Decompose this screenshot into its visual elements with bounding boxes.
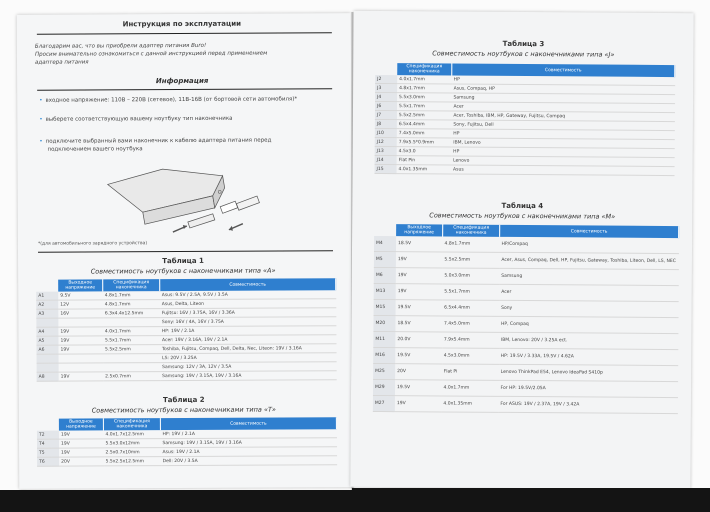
table-cell: 5.5x3.0x12mm <box>103 439 160 448</box>
table-cell: 19V <box>395 396 442 412</box>
table-cell: 5.5x1.7mm <box>442 284 499 300</box>
table3-header-spec: Спецификация наконечника <box>397 63 452 75</box>
row-code: J13 <box>375 146 397 155</box>
table-cell <box>103 354 160 363</box>
table-row <box>375 164 675 175</box>
row-code: J2 <box>375 75 397 84</box>
table-cell: 12V <box>58 300 103 309</box>
laptop-connector-illustration <box>103 164 263 245</box>
row-code: T4 <box>37 439 59 448</box>
row-code <box>37 354 59 363</box>
row-code: M6 <box>374 267 396 283</box>
bottom-dark-band-right <box>352 488 710 512</box>
right-page <box>350 11 693 489</box>
row-code: A3 <box>36 309 58 318</box>
table-cell: 19V <box>59 439 104 448</box>
table-cell: 6.3x4.4x12.5mm <box>103 309 160 318</box>
table-cell: 4.5x3.0mm <box>442 348 499 364</box>
table-cell: Sony: 16V / 4A, 16V / 3.75A <box>160 317 336 327</box>
table-cell: Samsung: 19V / 3.15A, 19V / 3.16A <box>160 371 336 381</box>
bullet-dot: • <box>39 97 43 104</box>
table-cell: Acer, Toshiba, IBM, HP, Gateway, Fujitsu, Compaq <box>451 111 674 122</box>
bullet-voltage <box>39 96 297 105</box>
table-cell: HP <box>451 129 674 140</box>
table-cell: 5.5x2.5mm <box>442 252 499 268</box>
table-cell: 4.8x1.7mm <box>103 291 160 300</box>
table-cell: 5.5x2.5x12.5mm <box>104 457 161 466</box>
table-cell: Acer <box>499 284 678 301</box>
table-cell: 18.5V <box>396 236 443 252</box>
table-cell: 19.5V <box>396 300 443 316</box>
table2-header-code <box>37 419 59 431</box>
row-code: J3 <box>375 83 397 92</box>
row-code: A5 <box>36 336 58 345</box>
bullet-connect <box>39 138 271 154</box>
bullet-dot: • <box>39 138 43 145</box>
table-cell: 19V <box>396 284 443 300</box>
row-code <box>37 363 59 372</box>
table1-header-spec: Спецификация наконечника <box>103 279 160 291</box>
table-cell: 7.4x5.0mm <box>397 129 452 138</box>
table2-header-spec: Спецификация наконечника <box>103 418 160 430</box>
row-code: M15 <box>374 299 396 315</box>
table-cell <box>103 363 160 372</box>
row-code <box>36 318 58 327</box>
table1-header-compat: Совместимость <box>160 278 336 291</box>
table-cell: For ASUS: 19V / 2.37A, 19V / 3.42A <box>498 396 677 413</box>
table-cell: 19V <box>58 327 103 336</box>
table-cell: 2.5x0.7x10mm <box>104 448 161 457</box>
table-cell: 20V <box>395 364 442 380</box>
table-row <box>37 371 337 382</box>
table-cell: 7.4x5.0mm <box>442 316 499 332</box>
row-code: A2 <box>36 300 58 309</box>
table1-header-code <box>36 280 58 292</box>
instruction-title: Инструкция по эксплуатации <box>122 19 242 29</box>
table1-divider <box>38 250 333 253</box>
table-cell: 9.5V <box>58 291 103 300</box>
intro-line-3: адаптера питания <box>34 59 89 66</box>
row-code: A6 <box>36 345 58 354</box>
table-cell: 7.9x5.4mm <box>442 332 499 348</box>
table-cell: Fujitsu: 16V / 3.75A, 16V / 3.36A <box>160 308 336 318</box>
table-cell: 20.0V <box>395 332 442 348</box>
bullet-text: подключите выбранный вами наконечник к кабелю адаптера питания перед <box>45 137 272 145</box>
table2 <box>37 417 337 467</box>
table-cell: Lenovo ThinkPad E54, Lenovo IdeaPad S410p <box>499 364 678 381</box>
intro-line-1: Благодарим вас, что вы приобрели адаптер питания Buro! <box>34 42 207 50</box>
table-row <box>373 395 678 413</box>
table-cell: 2.5x0.7mm <box>103 372 160 381</box>
intro-line-2: Просим внимательно ознакомиться с данной инструкцией перед применением <box>34 50 268 58</box>
table-cell: 4.0x1.7mm <box>397 75 452 84</box>
table-cell: HP: 19V / 2.1A <box>160 429 336 438</box>
table3-subtitle: Совместимость ноутбуков с наконечниками типа «J» <box>432 49 615 59</box>
table-row <box>37 456 337 467</box>
table-cell: 6.5x4.4mm <box>442 300 499 316</box>
table-cell: HP <box>452 76 675 86</box>
table2-header-voltage: Выходное напряжение <box>59 418 104 430</box>
row-code: J7 <box>375 110 397 119</box>
row-code: M4 <box>374 236 396 252</box>
row-code: A4 <box>36 327 58 336</box>
row-code: T6 <box>37 457 59 466</box>
row-code: T5 <box>37 448 59 457</box>
table3-body <box>375 75 675 176</box>
table-cell: 7.9x5.5*0.9mm <box>397 138 452 147</box>
table-cell: HP: 19.5V / 3.33A, 19.5V / 4.62A <box>499 348 678 365</box>
table-cell: Asus <box>451 165 674 176</box>
table-cell: HP <box>451 147 674 158</box>
info-divider <box>37 88 332 91</box>
table4-header-code <box>374 224 396 236</box>
table-cell: Dell: 20V / 3.5A <box>161 456 337 466</box>
table-cell: 19V <box>396 268 443 284</box>
table-cell: 4.0x1.7x12.5mm <box>103 430 160 439</box>
table-cell: 4.0x1.35mm <box>441 396 498 412</box>
table-cell: 6.5x4.4mm <box>397 120 452 129</box>
table-cell: 19V <box>58 336 103 345</box>
table-cell: IBM, Lenovo: 20V / 3.25A ect. <box>499 332 678 349</box>
table3-header-code <box>375 63 397 75</box>
row-code: J4 <box>375 92 397 101</box>
bullet-tip <box>39 116 232 125</box>
table-cell <box>103 318 160 327</box>
row-code: M29 <box>373 379 395 395</box>
row-code: J15 <box>375 164 397 173</box>
table-cell: HP: 19V / 2.1A <box>160 326 336 336</box>
table1-subtitle: Совместимость ноутбуков с наконечниками типа «А» <box>90 266 276 276</box>
row-code: M27 <box>373 395 395 411</box>
bullet-text: выберете соответствующую вашему ноутбуку тип наконечника <box>45 115 233 123</box>
car-note: *(для автомобильного зарядного устройства) <box>37 241 148 247</box>
table-cell: 19V <box>396 252 443 268</box>
row-code: T2 <box>37 431 59 440</box>
table-cell: 19V <box>59 430 104 439</box>
table-cell: 5.0x3.0mm <box>442 268 499 284</box>
table-cell: Samsung: 12V / 3A, 12V / 3.5A <box>160 362 336 372</box>
table4-header-compat: Совместимость <box>500 225 679 238</box>
table3 <box>375 63 676 176</box>
table-cell: 4.0x1.35mm <box>397 165 452 174</box>
row-code: M13 <box>374 283 396 299</box>
table-cell <box>58 318 103 327</box>
table2-header-compat: Совместимость <box>160 417 336 430</box>
table-cell: 16V <box>58 309 103 318</box>
row-code: J14 <box>375 155 397 164</box>
row-code: A8 <box>37 372 59 381</box>
table-cell: LS: 20V / 3.25A <box>160 353 336 363</box>
table-cell: Acer <box>451 102 674 113</box>
row-code: J6 <box>375 101 397 110</box>
table-cell: Acer, Asus, Compaq, Dell, HP, Fujitsu, Gateway, Toshiba, Liteon, Dell, LS, NEC <box>499 252 678 269</box>
table-cell: HP/Compaq <box>499 237 678 254</box>
table4-header-voltage: Выходное напряжение <box>396 224 443 236</box>
table1-body <box>36 290 336 381</box>
table-cell: 5.5x1.7mm <box>397 102 452 111</box>
row-code: J12 <box>375 137 397 146</box>
table-cell: 19.5V <box>395 380 442 396</box>
table4-body <box>373 236 679 414</box>
table-cell: 5.5x2.5mm <box>397 111 452 120</box>
table-cell <box>59 363 104 372</box>
row-code: M16 <box>373 347 395 363</box>
table-cell: 4.5x3.0 <box>397 147 452 156</box>
table-cell: Samsung <box>499 268 678 285</box>
table-cell: Samsung <box>452 93 675 104</box>
table-cell: 18.5V <box>395 316 442 332</box>
table-cell: Lenovo <box>451 156 674 167</box>
table-cell: 5.5x2.5mm <box>103 345 160 354</box>
table-cell: IBM, Lenovo <box>451 138 674 149</box>
table-cell: 4.0x1.7mm <box>441 380 498 396</box>
table-cell: 19V <box>59 448 104 457</box>
table-cell: Flat Pin <box>397 156 452 165</box>
table4 <box>373 224 679 414</box>
table-cell: Acer: 19V / 3.16A, 19V / 2.1A <box>160 335 336 345</box>
table1 <box>36 278 337 382</box>
table4-title: Таблица 4 <box>501 201 544 211</box>
table-cell: 4.8x1.7mm <box>397 84 452 93</box>
table-cell: Sony, Fujitsu, Dell <box>451 120 674 131</box>
table-cell: HP, Compaq <box>499 316 678 333</box>
table-cell: 19V <box>58 345 103 354</box>
row-code: M11 <box>373 331 395 347</box>
table-cell: For HP: 19.5V/2.05A <box>498 380 677 397</box>
title-divider <box>37 32 332 35</box>
table1-header-voltage: Выходное напряжение <box>58 279 103 291</box>
table4-header-spec: Спецификация наконечника <box>443 224 500 236</box>
table-cell: Flat Pi <box>442 364 499 380</box>
table-cell: Asus: 19V / 2.1A <box>161 447 337 457</box>
table-cell: 5.5x3.0mm <box>397 93 452 102</box>
row-code: M20 <box>373 315 395 331</box>
table-cell: 20V <box>59 457 104 466</box>
table-cell: Asus, Compaq, HP <box>452 84 675 95</box>
bottom-dark-band <box>0 490 352 512</box>
table-cell: 5.5x1.7mm <box>103 336 160 345</box>
table-cell: Samsung: 19V / 3.15A, 19V / 3.16A <box>160 438 336 448</box>
table-cell: 19V <box>59 372 104 381</box>
bullet-text: входное напряжение: 110В – 220В (сетевое), 11В-16В (от бортовой сети автомобиля)* <box>45 96 298 104</box>
table-cell: Toshiba, Fujitsu, Compaq, Dell, Delta, Nec, Liteon: 19V / 3.16A <box>160 344 336 354</box>
row-code: A1 <box>36 292 58 301</box>
table3-header-compat: Совместимость <box>452 64 675 78</box>
bullet-text: подключением вашего ноутбука <box>47 145 143 153</box>
table-cell: Asus, Delta, Liteon <box>160 299 336 309</box>
table2-body <box>37 429 337 466</box>
row-code: M25 <box>373 363 395 379</box>
table2-title: Таблица 2 <box>162 395 205 405</box>
table-cell <box>59 354 104 363</box>
row-code: M5 <box>374 251 396 267</box>
row-code: J10 <box>375 128 397 137</box>
table1-title: Таблица 1 <box>162 256 204 266</box>
table-cell: 19.5V <box>395 348 442 364</box>
table-cell: 4.8x1.7mm <box>103 300 160 309</box>
table-cell: 4.0x1.7mm <box>103 327 160 336</box>
info-title: Информация <box>155 76 209 86</box>
table-cell: 4.8x1.7mm <box>442 236 499 252</box>
table-cell: Sony <box>499 300 678 317</box>
table-cell: Asus: 9.5V / 2.5A, 9.5V / 3.5A <box>160 290 336 299</box>
table3-title: Таблица 3 <box>502 39 545 49</box>
bullet-dot: • <box>39 116 43 123</box>
left-page <box>17 13 353 489</box>
row-code: J8 <box>375 119 397 128</box>
table4-subtitle: Совместимость ноутбуков с наконечниками типа «М» <box>429 211 616 221</box>
table2-subtitle: Совместимость ноутбуков с наконечниками типа «Т» <box>91 405 276 415</box>
